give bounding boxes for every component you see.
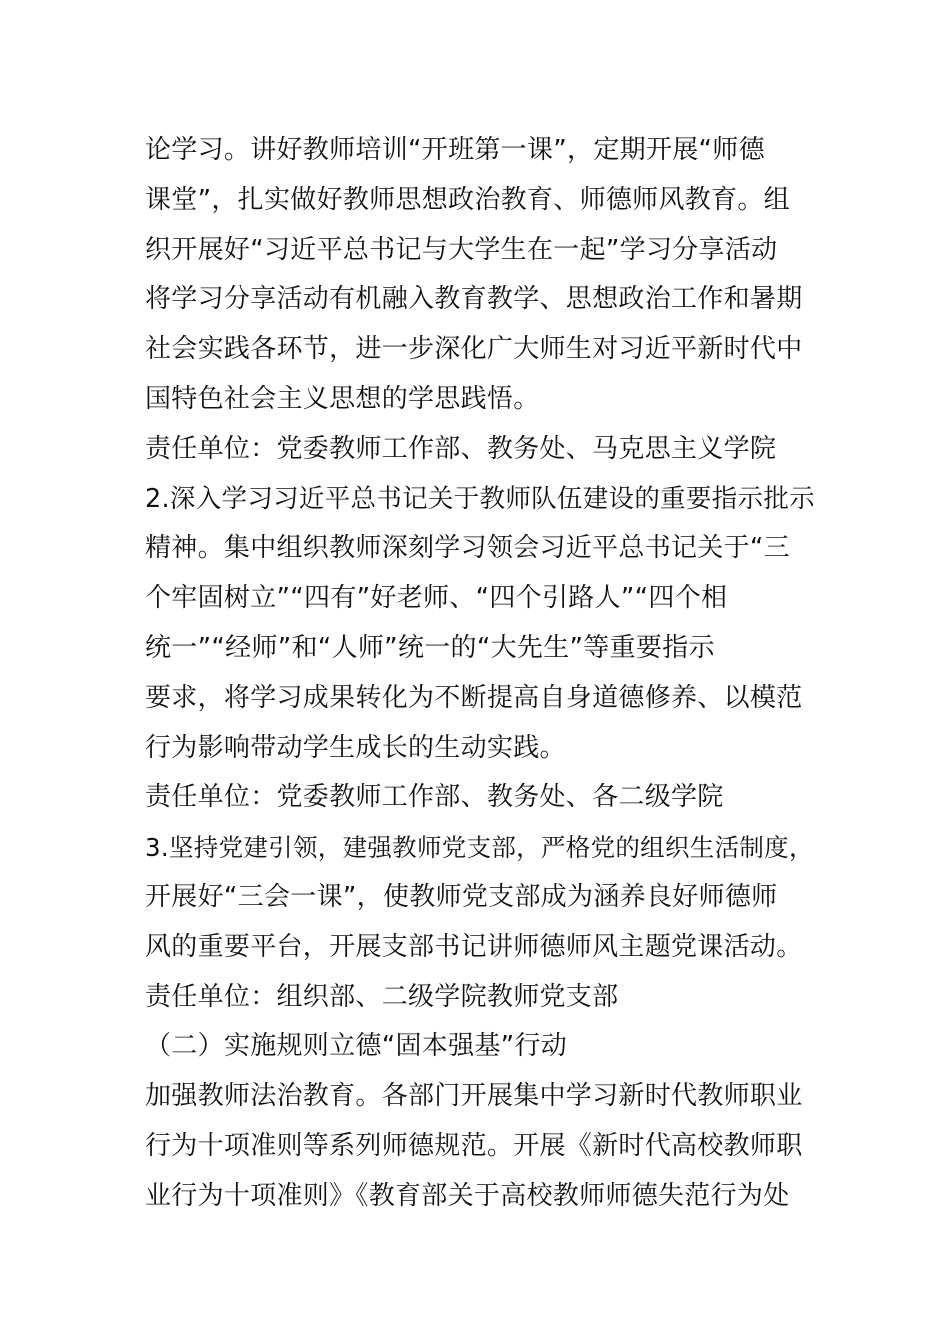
text-line: 织开展好“习近平总书记与大学生在一起”学习分享活动 — [145, 234, 778, 265]
text-line: 统一”“经师”和“人师”统一的“大先生”等重要指示 — [145, 632, 715, 663]
text-line: 风的重要平台，开展支部书记讲师德师风主题党课活动。 — [145, 931, 803, 962]
text-line: 精神。集中组织教师深刻学习领会习近平总书记关于“三 — [145, 533, 790, 564]
text-line: 业行为十项准则》《教育部关于高校教师师德失范行为处 — [145, 1180, 790, 1211]
text-line: 个牢固树立”“四有”好老师、“四个引路人”“四个相 — [145, 583, 728, 614]
text-line: 行为影响带动学生成长的生动实践。 — [145, 732, 566, 763]
item-heading-3: 3.坚持党建引领，建强教师党支部，严格党的组织生活制度， — [145, 833, 814, 863]
text-line: 社会实践各环节，进一步深化广大师生对习近平新时代中 — [145, 334, 803, 365]
text-line: 国特色社会主义思想的学思践悟。 — [145, 383, 540, 414]
document-body — [145, 126, 815, 1222]
text-line: 开展好“三会一课”，使教师党支部成为涵养良好师德师 — [145, 881, 778, 912]
item-heading-2: 2.深入学习习近平总书记关于教师队伍建设的重要指示批示 — [145, 483, 815, 514]
text-line: 加强教师法治教育。各部门开展集中学习新时代教师职业 — [145, 1081, 803, 1112]
responsible-unit-line: 责任单位：组织部、二级学院教师党支部 — [145, 981, 619, 1012]
text-line: 将学习分享活动有机融入教育教学、思想政治工作和暑期 — [145, 284, 803, 315]
responsible-unit-line: 责任单位：党委教师工作部、教务处、各二级学院 — [145, 782, 724, 813]
text-line: 行为十项准则等系列师德规范。开展《新时代高校教师职 — [145, 1130, 803, 1161]
text-line: 论学习。讲好教师培训“开班第一课”，定期开展“师德 — [145, 135, 765, 165]
text-line: 要求，将学习成果转化为不断提高自身道德修养、以模范 — [145, 682, 803, 713]
responsible-unit-line: 责任单位：党委教师工作部、教务处、马克思主义学院 — [145, 433, 777, 464]
section-heading: （二）实施规则立德“固本强基”行动 — [145, 1031, 568, 1062]
text-line: 课堂”，扎实做好教师思想政治教育、师德师风教育。组 — [145, 184, 790, 215]
